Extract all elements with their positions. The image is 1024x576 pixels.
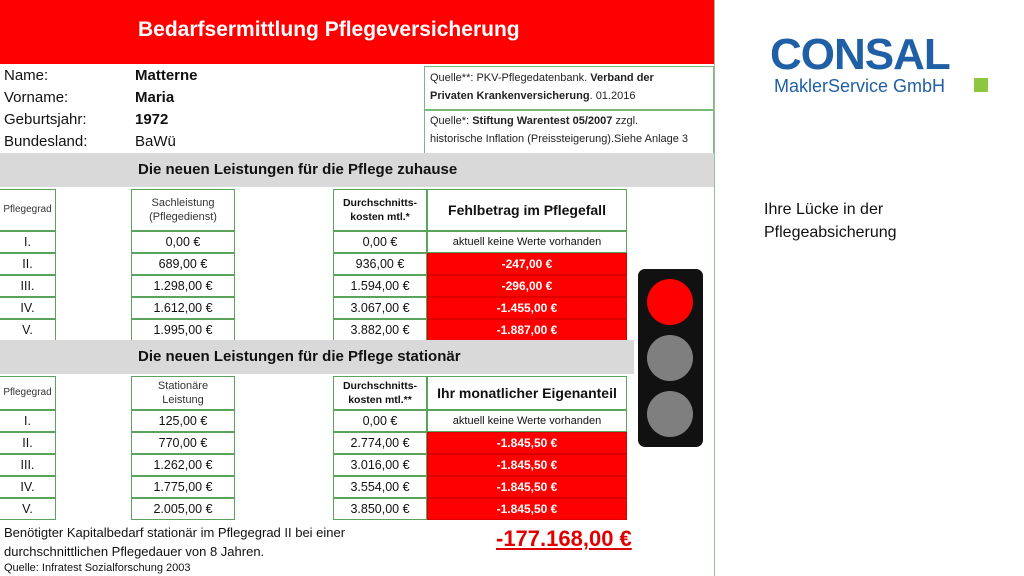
kosten-cell: 3.016,00 €: [333, 454, 427, 476]
leistung-cell: 1.298,00 €: [131, 275, 235, 297]
kosten-cell: 2.774,00 €: [333, 432, 427, 454]
fehlbetrag-cell: -1.455,00 €: [427, 297, 627, 319]
leistung-cell: 1.995,00 €: [131, 319, 235, 341]
stat-col-eigenanteil: Ihr monatlicher Eigenanteil: [427, 376, 627, 410]
leistung-cell: 125,00 €: [131, 410, 235, 432]
grade-cell: II.: [0, 253, 56, 275]
grade-cell: I.: [0, 410, 56, 432]
total-capital-need: -177.168,00 €: [496, 526, 632, 551]
name-label: Name:: [4, 67, 49, 84]
eigenanteil-cell: -1.845,50 €: [427, 498, 627, 520]
name-value: Matterne: [135, 67, 198, 84]
grade-cell: IV.: [0, 297, 56, 319]
traffic-light: [638, 269, 703, 447]
eigenanteil-cell: aktuell keine Werte vorhanden: [427, 410, 627, 432]
leistung-cell: 1.775,00 €: [131, 476, 235, 498]
stat-col-pflegegrad: [0, 376, 56, 410]
source-warentest-line1: [430, 115, 638, 127]
bundesland-label: Bundesland:: [4, 133, 88, 150]
leistung-cell: 2.005,00 €: [131, 498, 235, 520]
source-pkv-line2-bold: Privaten Krankenversicherung: [430, 90, 590, 102]
grade-cell: V.: [0, 319, 56, 341]
logo-square-icon: [974, 78, 988, 92]
kosten-cell: 3.850,00 €: [333, 498, 427, 520]
grade-cell: I.: [0, 231, 56, 253]
home-col-pflegegrad: [0, 189, 56, 231]
source-pkv-prefix: Quelle**: PKV-Pflegedatenbank.: [430, 72, 591, 84]
footer-source: Quelle: Infratest Sozialforschung 2003: [4, 562, 191, 574]
kosten-cell: 3.067,00 €: [333, 297, 427, 319]
footer-line2: durchschnittlichen Pflegedauer von 8 Jahren.: [4, 544, 265, 559]
footer-line1: Benötigter Kapitalbedarf stationär im Pflegegrad II bei einer: [4, 525, 346, 540]
vorname-value: Maria: [135, 89, 175, 106]
section-home-header: [0, 153, 714, 187]
eigenanteil-cell: -1.845,50 €: [427, 476, 627, 498]
leistung-cell: 1.262,00 €: [131, 454, 235, 476]
side-caption: [764, 198, 897, 244]
home-col-sachleistung: Sachleistung (Pflegedienst): [131, 189, 235, 231]
source-warentest-prefix: Quelle*:: [430, 115, 473, 127]
page-title: Bedarfsermittlung Pflegeversicherung: [138, 18, 520, 41]
geburtsjahr-label: Geburtsjahr:: [4, 111, 87, 128]
grade-cell: V.: [0, 498, 56, 520]
source-pkv-bold: Verband der: [590, 72, 654, 84]
leistung-cell: 1.612,00 €: [131, 297, 235, 319]
traffic-light-green-lamp: [647, 391, 693, 437]
source-warentest-bold: Stiftung Warentest 05/2007: [472, 115, 613, 127]
kosten-cell: 936,00 €: [333, 253, 427, 275]
kosten-cell: 0,00 €: [333, 410, 427, 432]
section-stationary-title: Die neuen Leistungen für die Pflege stationär: [138, 348, 461, 365]
kosten-cell: 3.882,00 €: [333, 319, 427, 341]
section-home-title: Die neuen Leistungen für die Pflege zuhause: [138, 161, 458, 178]
source-warentest-line2: historische Inflation (Preissteigerung).Siehe Anlage 3: [430, 133, 689, 145]
source-pkv-line2-rest: . 01.2016: [589, 90, 636, 102]
side-caption-line1: Ihre Lücke in der: [764, 201, 884, 218]
geburtsjahr-value: 1972: [135, 111, 169, 128]
leistung-cell: 770,00 €: [131, 432, 235, 454]
home-col-pflegegrad-text: Pflegegrad: [3, 204, 52, 215]
fehlbetrag-cell: -1.887,00 €: [427, 319, 627, 341]
stat-col-kosten: Durchschnitts-kosten mtl.**: [333, 376, 427, 410]
consal-logo-bottom: MaklerService GmbH: [774, 76, 946, 96]
fehlbetrag-cell: -296,00 €: [427, 275, 627, 297]
home-col-fehlbetrag: Fehlbetrag im Pflegefall: [427, 189, 627, 231]
stat-col-pflegegrad-text: Pflegegrad: [3, 387, 52, 398]
kosten-cell: 0,00 €: [333, 231, 427, 253]
traffic-light-yellow-lamp: [647, 335, 693, 381]
vorname-label: Vorname:: [4, 89, 69, 106]
source-pkv-line2: [430, 90, 635, 102]
source-pkv-line1: [430, 72, 654, 84]
kosten-cell: 3.554,00 €: [333, 476, 427, 498]
traffic-light-red-lamp: [647, 279, 693, 325]
grade-cell: IV.: [0, 476, 56, 498]
leistung-cell: 0,00 €: [131, 231, 235, 253]
title-bar: [0, 0, 714, 64]
bundesland-value: BaWü: [135, 133, 176, 150]
grade-cell: III.: [0, 275, 56, 297]
consal-logo-top: CONSAL: [770, 30, 950, 79]
leistung-cell: 689,00 €: [131, 253, 235, 275]
stat-col-leistung: Stationäre Leistung: [131, 376, 235, 410]
fehlbetrag-cell: -247,00 €: [427, 253, 627, 275]
eigenanteil-cell: -1.845,50 €: [427, 454, 627, 476]
grade-cell: II.: [0, 432, 56, 454]
eigenanteil-cell: -1.845,50 €: [427, 432, 627, 454]
source-warentest-rest: zzgl.: [612, 115, 639, 127]
home-col-kosten: Durchschnitts-kosten mtl.*: [333, 189, 427, 231]
kosten-cell: 1.594,00 €: [333, 275, 427, 297]
section-stationary-header: [0, 340, 634, 374]
fehlbetrag-cell: aktuell keine Werte vorhanden: [427, 231, 627, 253]
side-caption-line2: Pflegeabsicherung: [764, 224, 897, 241]
grade-cell: III.: [0, 454, 56, 476]
